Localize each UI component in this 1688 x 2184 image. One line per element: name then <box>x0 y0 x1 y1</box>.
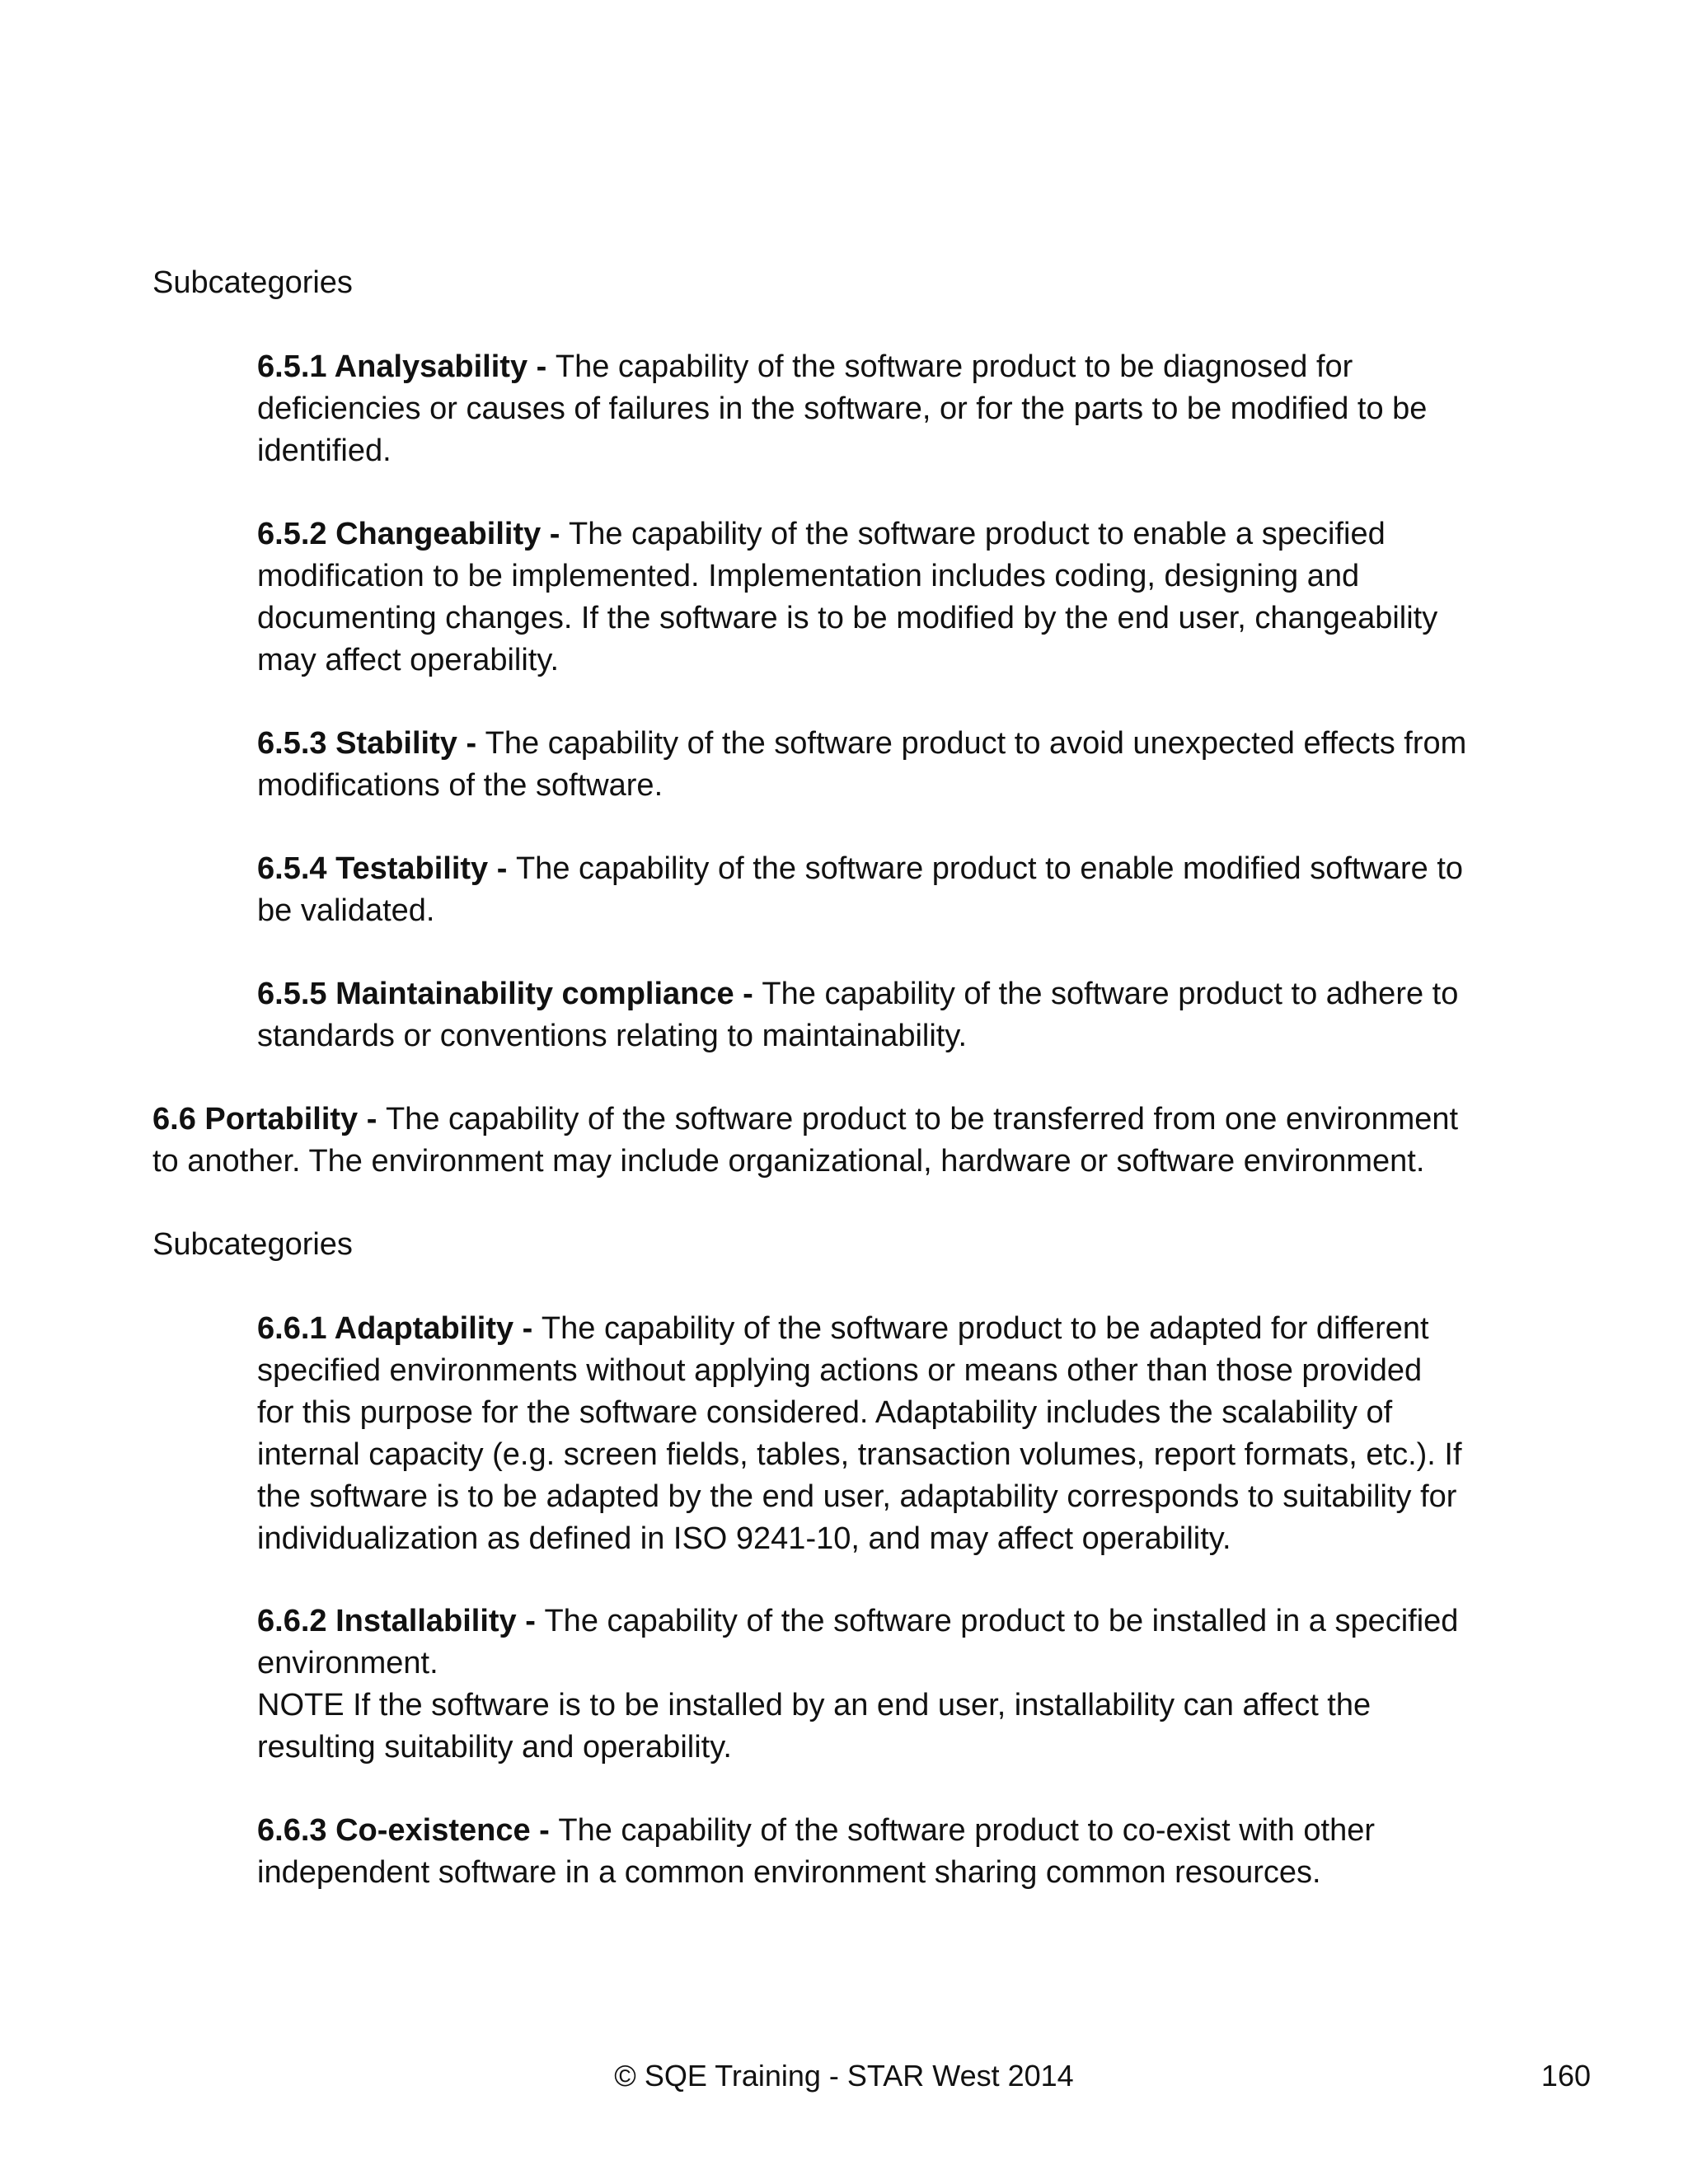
note-line: resulting suitability and operability. <box>257 1730 732 1765</box>
definition-line: specified environments without applying actions or means other than those provided <box>257 1353 1423 1388</box>
section-term: 6.5.1 Analysability - <box>257 349 556 384</box>
definition-line: documenting changes. If the software is to be modified by the end user, changeability <box>257 601 1438 635</box>
section-6-5-1-analysability <box>257 346 1535 472</box>
definition-line: The capability of the software product to avoid unexpected effects from <box>485 726 1467 761</box>
definition-line: deficiencies or causes of failures in the software, or for the parts to be modified to be <box>257 391 1428 426</box>
page-number: 160 <box>1540 2059 1591 2093</box>
definition-line: independent software in a common environment sharing common resources. <box>257 1855 1321 1890</box>
definition-line: to another. The environment may include organizational, hardware or software environment. <box>152 1144 1425 1179</box>
definition-line: modifications of the software. <box>257 768 663 803</box>
definition-line: The capability of the software product to enable modified software to <box>515 851 1464 886</box>
section-term: 6.6.1 Adaptability - <box>257 1311 542 1346</box>
definition-line: internal capacity (e.g. screen fields, tables, transaction volumes, report formats, etc.). If <box>257 1437 1462 1472</box>
section-term: 6.5.2 Changeability - <box>257 517 569 551</box>
definition-line: The capability of the software product to be diagnosed for <box>555 349 1353 384</box>
section-6-6-2-installability <box>257 1601 1535 1769</box>
subcategories-heading: Subcategories <box>152 265 353 300</box>
definition-line: the software is to be adapted by the end user, adaptability corresponds to suitability for <box>257 1479 1457 1514</box>
section-term: 6.6.2 Installability - <box>257 1604 545 1638</box>
definition-line: The capability of the software product to be adapted for different <box>541 1311 1429 1346</box>
section-6-5-4-testability <box>257 848 1535 932</box>
definition-line: for this purpose for the software considered. Adaptability includes the scalability of <box>257 1395 1393 1430</box>
section-6-5-2-changeability <box>257 513 1535 682</box>
definition-line: The capability of the software product to co-exist with other <box>558 1813 1375 1848</box>
definition-line: The capability of the software product to be transferred from one environment <box>385 1102 1459 1137</box>
section-6-6-3-co-existence <box>257 1810 1535 1894</box>
section-term: 6.6 Portability - <box>152 1102 386 1137</box>
definition-line: identified. <box>257 434 392 468</box>
section-term: 6.5.4 Testability - <box>257 851 516 886</box>
section-6-5-5-maintainability-compliance <box>257 973 1535 1057</box>
definition-line: environment. <box>257 1646 438 1680</box>
definition-line: may affect operability. <box>257 643 560 677</box>
section-term: 6.5.5 Maintainability compliance - <box>257 977 762 1011</box>
footer-copyright: © SQE Training - STAR West 2014 <box>614 2059 1074 2093</box>
section-6-6-1-adaptability <box>257 1308 1535 1560</box>
definition-line: be validated. <box>257 893 435 928</box>
definition-line: individualization as defined in ISO 9241-10, and may affect operability. <box>257 1521 1231 1556</box>
section-term: 6.5.3 Stability - <box>257 726 485 761</box>
definition-line: modification to be implemented. Implementation includes coding, designing and <box>257 559 1360 593</box>
section-6-6-portability <box>152 1099 1554 1183</box>
section-6-5-3-stability <box>257 723 1535 807</box>
subcategories-heading: Subcategories <box>152 1227 353 1262</box>
definition-line: The capability of the software product to adhere to <box>762 977 1459 1011</box>
definition-line: standards or conventions relating to maintainability. <box>257 1019 968 1053</box>
definition-line: The capability of the software product to be installed in a specified <box>544 1604 1459 1638</box>
note-line: NOTE If the software is to be installed by an end user, installability can affect the <box>257 1688 1372 1722</box>
section-term: 6.6.3 Co-existence - <box>257 1813 559 1848</box>
definition-line: The capability of the software product to enable a specified <box>569 517 1386 551</box>
